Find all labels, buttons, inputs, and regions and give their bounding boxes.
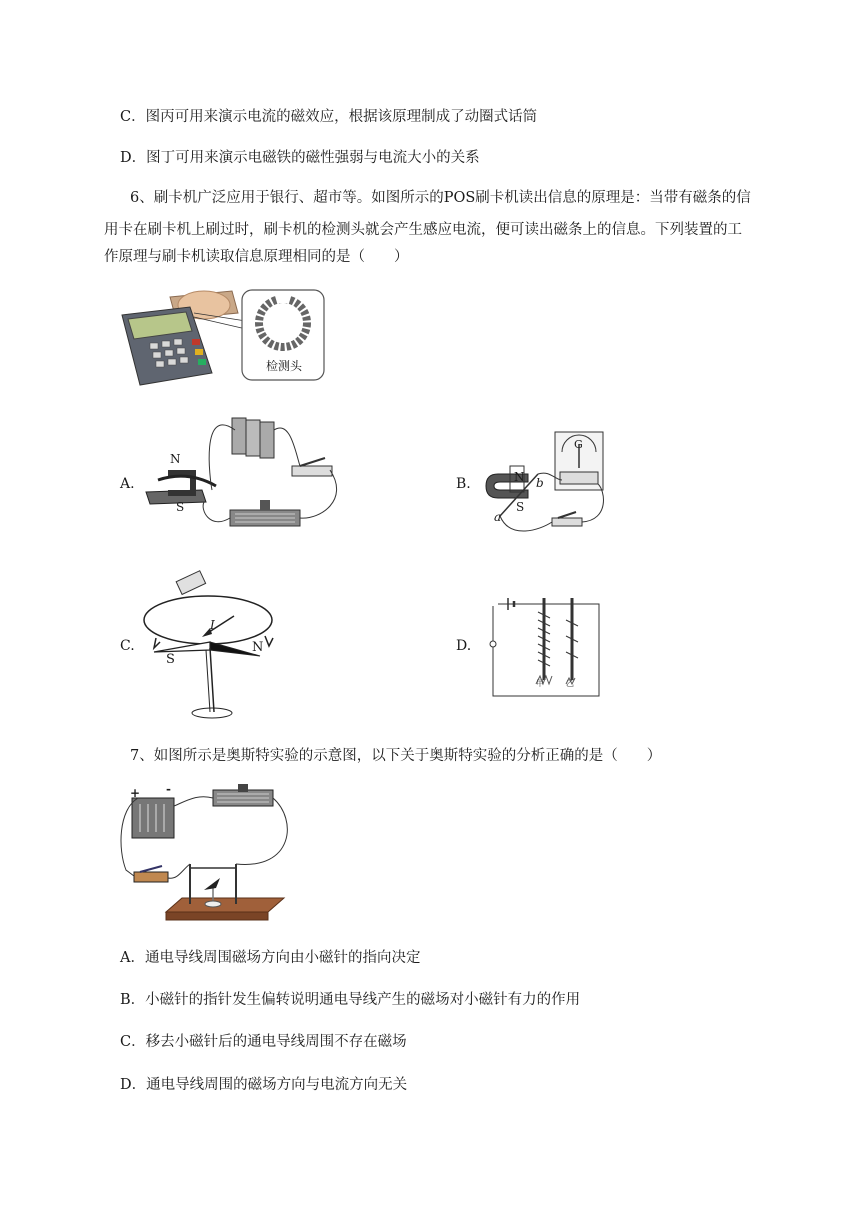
option-c-i-label: I	[210, 618, 215, 632]
q6-stem-line-3: 作原理与刷卡机读取信息原理相同的是（ ）	[104, 249, 409, 265]
q5-option-c: C．图丙可用来演示电流的磁效应，根据该原理制成了动圈式话筒	[120, 109, 538, 125]
q6-stem-line-2: 用卡在刷卡机上刷过时，刷卡机的检测头就会产生感应电流，便可读出磁条上的信息。下列装置的工	[104, 222, 742, 238]
option-d-figure	[488, 592, 604, 700]
option-b-g-label: G	[574, 438, 583, 451]
option-b-a-label: a	[494, 510, 502, 524]
battery-minus-label: -	[166, 782, 171, 796]
q6-stem-line-1: 6、刷卡机广泛应用于银行、超市等。如图所示的POS刷卡机读出信息的原理是：当带有磁条的信	[130, 190, 751, 206]
q5-option-d: D．图丁可用来演示电磁铁的磁性强弱与电流大小的关系	[120, 150, 480, 166]
option-b-figure	[480, 430, 615, 545]
q6-option-d-label: D.	[456, 638, 472, 654]
q6-option-b-label: B.	[456, 476, 471, 492]
option-b-n-label: N	[514, 470, 525, 484]
option-d-right-label: 乙	[566, 679, 574, 688]
option-d-left-label: 甲	[536, 679, 544, 688]
oersted-figure	[118, 780, 293, 925]
option-a-s-label: S	[176, 500, 185, 514]
q7-stem: 7、如图所示是奥斯特实验的示意图，以下关于奥斯特实验的分析正确的是（ ）	[130, 748, 662, 764]
q7-option-d: D．通电导线周围的磁场方向与电流方向无关	[120, 1077, 408, 1093]
option-c-figure	[140, 570, 285, 725]
q6-option-c-label: C.	[120, 638, 135, 654]
option-a-n-label: N	[170, 452, 181, 466]
pos-reader-figure	[112, 285, 332, 395]
q6-option-a-label: A.	[120, 476, 135, 492]
option-b-s-label: S	[516, 500, 525, 514]
battery-plus-label: +	[130, 786, 141, 800]
q7-option-b: B．小磁针的指针发生偏转说明通电导线产生的磁场对小磁针有力的作用	[120, 992, 581, 1008]
option-b-b-label: b	[536, 476, 544, 490]
detector-head-label: 检测头	[266, 359, 303, 373]
q7-option-a: A．通电导线周围磁场方向由小磁针的指向决定	[120, 950, 421, 966]
q7-option-c: C．移去小磁针后的通电导线周围不存在磁场	[120, 1034, 407, 1050]
option-c-n-label: N	[252, 640, 264, 655]
option-a-figure	[140, 410, 350, 550]
option-c-s-label: S	[166, 652, 175, 667]
